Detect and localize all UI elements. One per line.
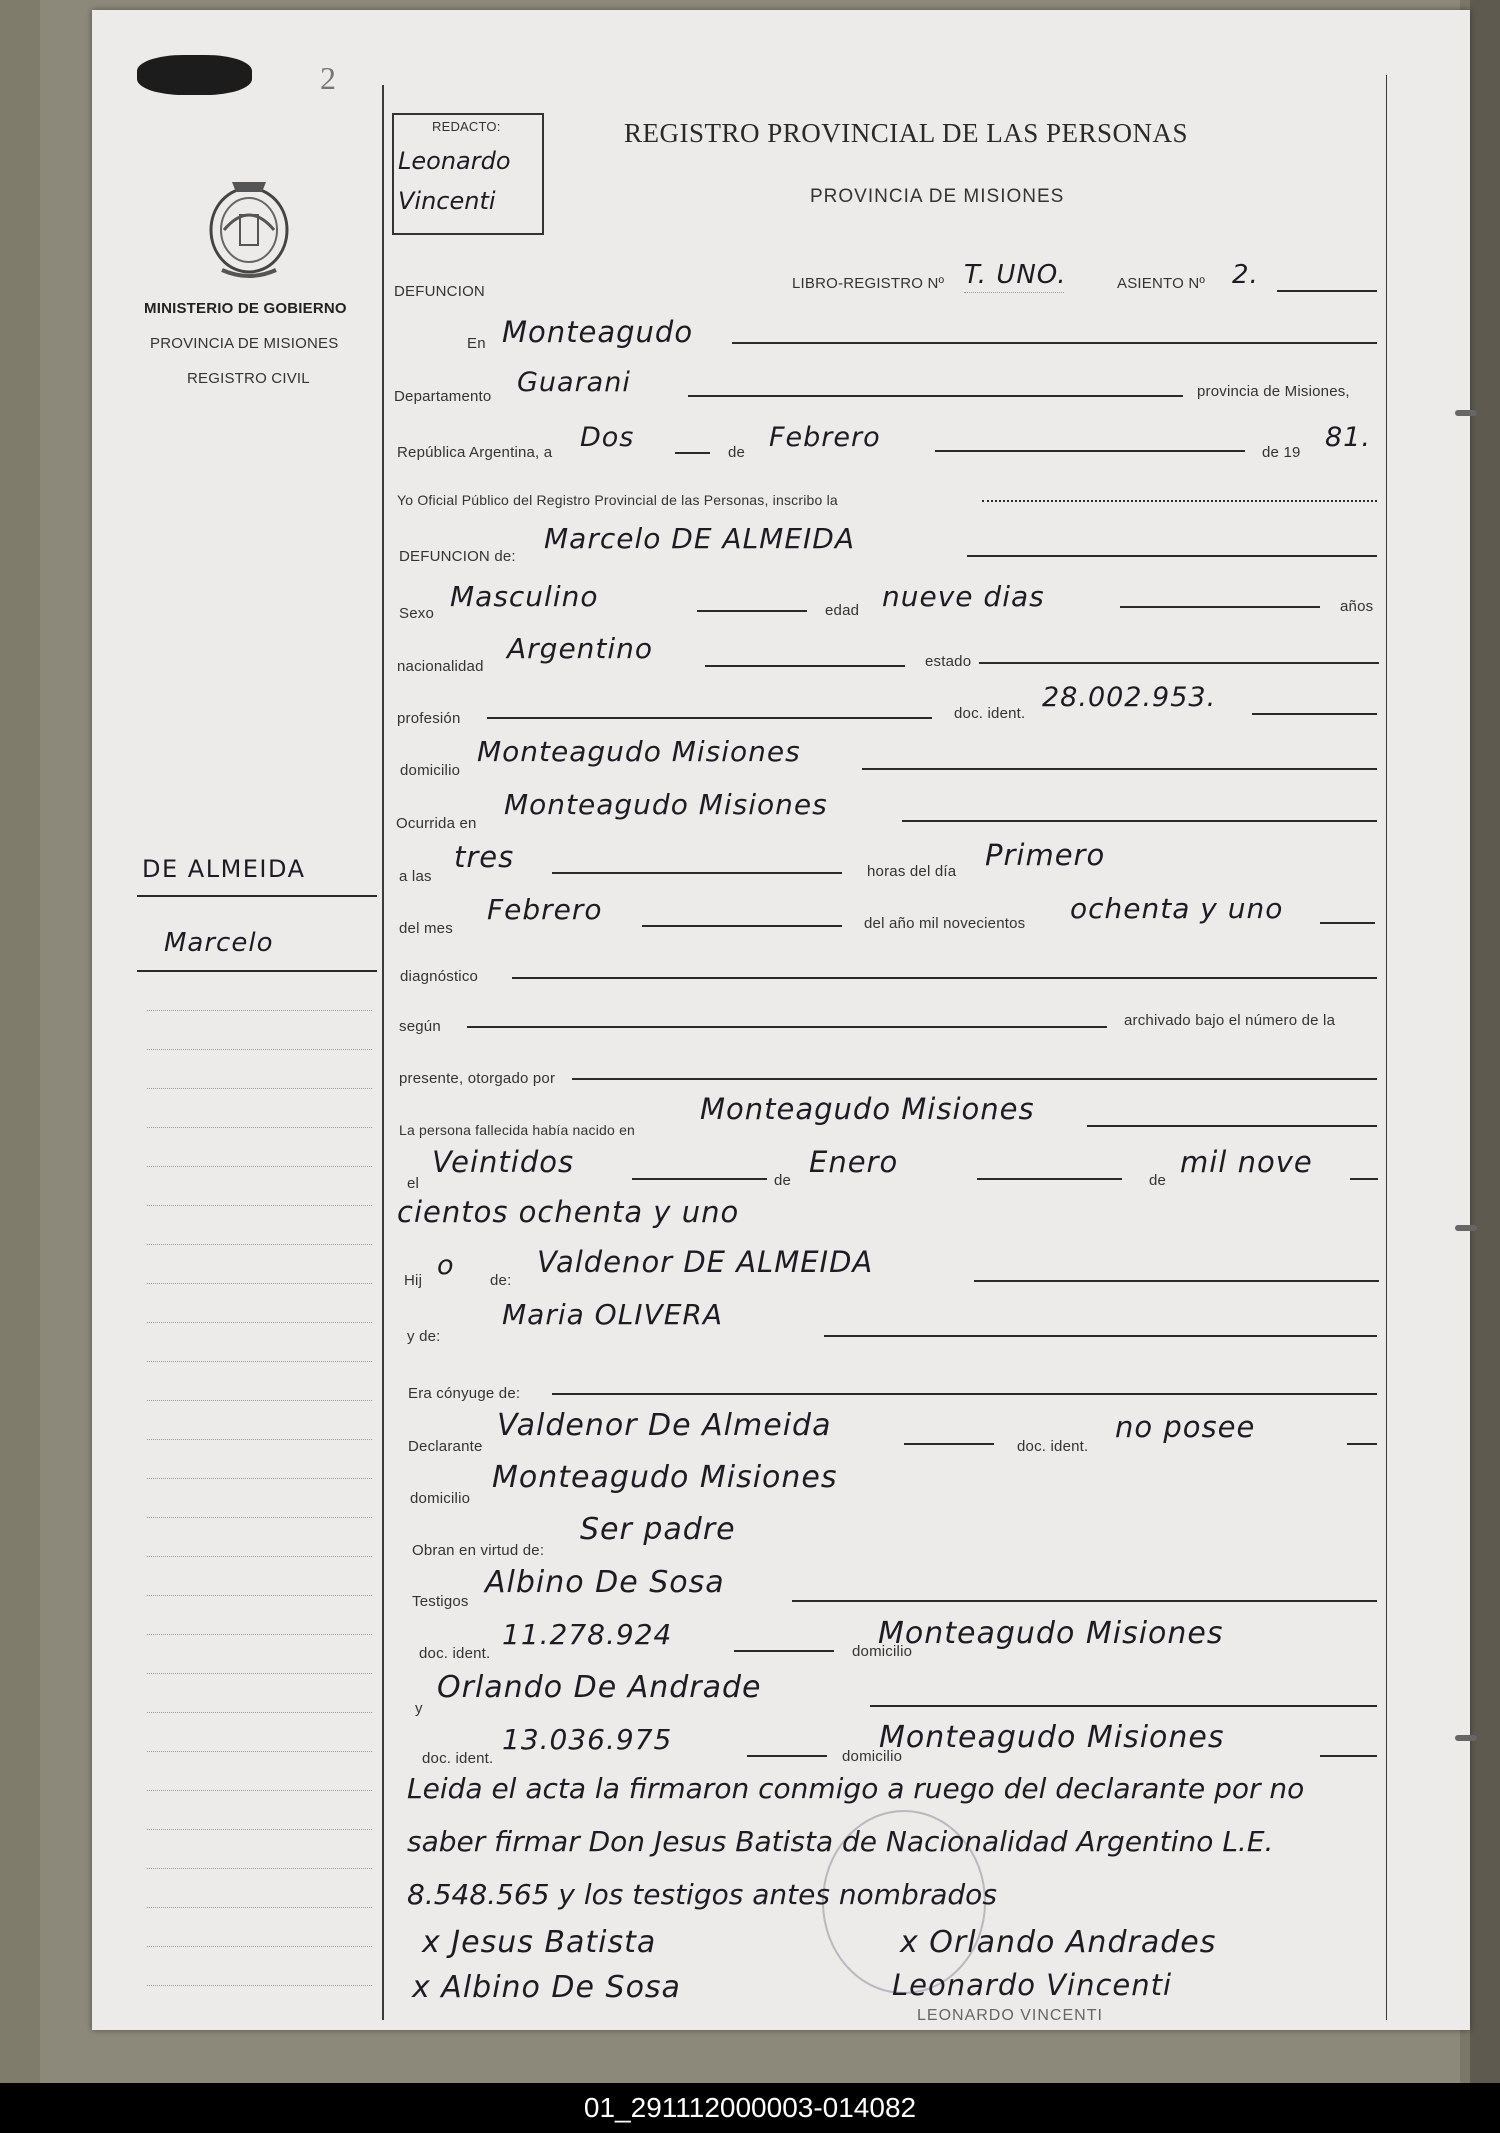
en-label: En (467, 335, 486, 352)
hij-value: o (437, 1250, 455, 1281)
margin-ruled-line (147, 1556, 372, 1557)
nacido-value: Monteagudo Misiones (700, 1092, 1035, 1126)
yo-oficial-line (982, 500, 1377, 502)
t1-doc-line (734, 1650, 834, 1652)
presente-line (572, 1078, 1377, 1080)
madre-value: Maria OLIVERA (502, 1298, 724, 1331)
domicilio-label: domicilio (400, 762, 461, 779)
doc-ident-value: 28.002.953. (1042, 682, 1217, 713)
hora-value: tres (454, 840, 515, 874)
padre-value: Valdenor DE ALMEIDA (537, 1245, 874, 1279)
mes-hecho-value: Febrero (487, 893, 603, 926)
horas-label: horas del día (867, 863, 957, 880)
a-las-label: a las (399, 868, 432, 885)
ministry-line-3: REGISTRO CIVIL (187, 370, 310, 387)
defuncion-label: DEFUNCION (394, 283, 485, 300)
profesion-label: profesión (397, 710, 461, 727)
binding-thread (1455, 410, 1477, 416)
page-number: 2 (320, 60, 336, 96)
del-anio-label: del año mil novecientos (864, 915, 1026, 932)
anio-hecho-value: ochenta y uno (1070, 892, 1284, 925)
y-de-label: y de: (407, 1328, 441, 1345)
ministry-line-2: PROVINCIA DE MISIONES (150, 335, 339, 352)
libro-value: T. UNO. (964, 260, 1067, 290)
presente-label: presente, otorgado por (399, 1070, 556, 1087)
margin-name-line (137, 970, 377, 972)
doc-ident-label: doc. ident. (954, 705, 1026, 722)
official-name-stamp: LEONARDO VINCENTI (917, 2007, 1103, 2024)
t2-dom-label: domicilio (842, 1748, 903, 1765)
edad-line (1120, 606, 1320, 608)
decl-domicilio-value: Monteagudo Misiones (492, 1460, 838, 1495)
nac-dia-value: Veintidos (432, 1145, 575, 1179)
testigo1-value: Albino De Sosa (485, 1565, 725, 1600)
header-title: REGISTRO PROVINCIAL DE LAS PERSONAS (624, 118, 1189, 148)
decl-doc-line (1347, 1443, 1377, 1445)
margin-ruled-line (147, 1790, 372, 1791)
binding-thread (1455, 1225, 1477, 1231)
hij-de-label: de: (490, 1272, 512, 1289)
defuncion-de-label: DEFUNCION de: (399, 548, 516, 565)
estado-line (979, 662, 1379, 664)
departamento-label: Departamento (394, 388, 492, 405)
profesion-line (487, 717, 932, 719)
redaction-mark (137, 55, 252, 95)
segun-line (467, 1026, 1107, 1028)
departamento-value: Guarani (517, 367, 631, 398)
nac-anio-line (1350, 1178, 1378, 1180)
nacionalidad-label: nacionalidad (397, 658, 484, 675)
register-page (92, 10, 1470, 2030)
nac-de-label: de (774, 1172, 792, 1189)
margin-ruled-line (147, 1244, 372, 1245)
redacto-signature: Leonardo Vincenti (398, 147, 511, 215)
margin-ruled-line (147, 1088, 372, 1089)
ocurrida-line (902, 820, 1377, 822)
texto-line-1: Leida el acta la firmaron conmigo a ruego del declarante por no (407, 1772, 1305, 1805)
dia-hecho-value: Primero (985, 838, 1106, 872)
margin-ruled-line (147, 1673, 372, 1674)
libro-dots (964, 292, 1064, 293)
t2-doc-line (747, 1755, 827, 1757)
dia-value: Dos (580, 422, 635, 453)
segun-label: según (399, 1018, 441, 1035)
signature-albino-de-sosa: x Albino De Sosa (412, 1970, 681, 2005)
conyuge-label: Era cónyuge de: (408, 1385, 521, 1402)
de19-label: de 19 (1262, 444, 1301, 461)
testigo2-value: Orlando De Andrade (437, 1670, 762, 1705)
nac-mes-value: Enero (809, 1145, 899, 1179)
margin-ruled-line (147, 1205, 372, 1206)
margin-ruled-line (147, 1166, 372, 1167)
ministry-line-1: MINISTERIO DE GOBIERNO (144, 300, 347, 317)
hij-label: Hij (404, 1272, 423, 1289)
nac-dia-line (632, 1178, 767, 1180)
margin-ruled-line (147, 1907, 372, 1908)
mes-value: Febrero (769, 422, 881, 453)
edad-label: edad (825, 602, 860, 619)
dia-line (675, 452, 710, 454)
asiento-line (1277, 290, 1377, 292)
margin-ruled-line (147, 1946, 372, 1947)
margin-ruled-line (147, 1595, 372, 1596)
nac-de2-label: de (1149, 1172, 1167, 1189)
margin-ruled-line (147, 1634, 372, 1635)
texto-line-3: 8.548.565 y los testigos antes nombrados (407, 1878, 997, 1911)
margin-ruled-line (147, 1751, 372, 1752)
nacido-label: La persona fallecida había nacido en (399, 1122, 636, 1138)
provincial-emblem-icon (202, 170, 297, 285)
margin-ruled-line (147, 1712, 372, 1713)
doc-ident-line (1252, 713, 1377, 715)
mes-line (935, 450, 1245, 452)
en-value: Monteagudo (502, 315, 694, 349)
nac-mes-line (977, 1178, 1122, 1180)
margin-ruled-line (147, 1439, 372, 1440)
difunto-value: Marcelo DE ALMEIDA (544, 522, 855, 555)
mes-hecho-line (642, 925, 842, 927)
anos-label: años (1340, 598, 1374, 615)
texto-line-2: saber firmar Don Jesus Batista de Nacionalidad Argentino L.E. (407, 1825, 1274, 1858)
margin-ruled-line (147, 1127, 372, 1128)
diagnostico-label: diagnóstico (400, 968, 479, 985)
sexo-value: Masculino (450, 580, 599, 613)
nacionalidad-line (705, 665, 905, 667)
decl-doc-label: doc. ident. (1017, 1438, 1089, 1455)
padre-line (974, 1280, 1379, 1282)
testigo2-line (870, 1705, 1377, 1707)
republica-label: República Argentina, a (397, 444, 553, 461)
margin-ruled-line (147, 1478, 372, 1479)
testigos-label: Testigos (412, 1593, 469, 1610)
left-column-rule (382, 85, 384, 2020)
nac-anio-cont: cientos ochenta y uno (397, 1195, 740, 1229)
redacto-box (392, 113, 544, 235)
declarante-label: Declarante (408, 1438, 483, 1455)
nacionalidad-value: Argentino (507, 632, 654, 665)
domicilio-line (862, 768, 1377, 770)
margin-ruled-line (147, 1322, 372, 1323)
t1-doc-value: 11.278.924 (502, 1618, 673, 1651)
decl-domicilio-label: domicilio (410, 1490, 471, 1507)
margin-ruled-line (147, 1361, 372, 1362)
margin-surname: DE ALMEIDA (142, 855, 306, 883)
en-line (732, 342, 1377, 344)
del-mes-label: del mes (399, 920, 453, 937)
nac-anio-value: mil nove (1180, 1145, 1313, 1179)
archivado-label: archivado bajo el número de la (1124, 1012, 1336, 1029)
right-column-rule (1386, 75, 1387, 2020)
t2-dom-line (1320, 1755, 1377, 1757)
conyuge-line (552, 1393, 1377, 1395)
asiento-value: 2. (1232, 260, 1259, 290)
image-caption: 01_291112000003-014082 (0, 2083, 1500, 2133)
nacido-line (1087, 1125, 1377, 1127)
asiento-label: ASIENTO Nº (1117, 275, 1206, 292)
de-label: de (728, 444, 746, 461)
signature-leonardo-vincenti: Leonardo Vincenti (892, 1968, 1173, 2002)
t1-dom-value: Monteagudo Misiones (878, 1616, 1224, 1651)
testigo1-line (792, 1600, 1377, 1602)
signature-orlando-andrades: x Orlando Andrades (900, 1925, 1217, 1960)
sexo-line (697, 610, 807, 612)
obran-label: Obran en virtud de: (412, 1542, 545, 1559)
hora-line (552, 872, 842, 874)
margin-ruled-line (147, 1400, 372, 1401)
edad-value: nueve dias (882, 580, 1045, 613)
el-label: el (407, 1175, 420, 1192)
t2-doc-value: 13.036.975 (502, 1723, 673, 1756)
decl-doc-value: no posee (1115, 1410, 1256, 1444)
sexo-label: Sexo (399, 605, 434, 622)
estado-label: estado (925, 653, 972, 670)
margin-ruled-line (147, 1985, 372, 1986)
margin-ruled-line (147, 1868, 372, 1869)
obran-value: Ser padre (580, 1512, 736, 1547)
provincia-label: provincia de Misiones, (1197, 383, 1350, 400)
ocurrida-label: Ocurrida en (396, 815, 477, 832)
binding-thread (1455, 1735, 1477, 1741)
declarante-line (904, 1443, 994, 1445)
ocurrida-value: Monteagudo Misiones (504, 788, 828, 821)
redacto-label: REDACTO: (432, 119, 501, 134)
margin-surname-line (137, 895, 377, 897)
t1-doc-label: doc. ident. (419, 1645, 491, 1662)
domicilio-value: Monteagudo Misiones (477, 735, 801, 768)
signature-jesus-batista: x Jesus Batista (422, 1925, 657, 1960)
t2-doc-label: doc. ident. (422, 1750, 494, 1767)
margin-ruled-line (147, 1010, 372, 1011)
anio-hecho-line (1320, 922, 1375, 924)
next-pages-edge (1470, 0, 1500, 2083)
margin-ruled-line (147, 1517, 372, 1518)
departamento-line (688, 395, 1183, 397)
y-label: y (415, 1700, 423, 1717)
margin-ruled-line (147, 1049, 372, 1050)
anio-value: 81. (1325, 422, 1371, 453)
t2-dom-value: Monteagudo Misiones (879, 1720, 1225, 1755)
difunto-line (967, 555, 1377, 557)
libro-label: LIBRO-REGISTRO Nº (792, 275, 945, 292)
header-subtitle: PROVINCIA DE MISIONES (810, 186, 1065, 207)
margin-ruled-line (147, 1283, 372, 1284)
diagnostico-line (512, 977, 1377, 979)
margin-ruled-line (147, 1829, 372, 1830)
t1-dom-label: domicilio (852, 1643, 913, 1660)
madre-line (824, 1335, 1377, 1337)
yo-oficial-label: Yo Oficial Público del Registro Provincial de las Personas, inscribo la (397, 492, 838, 508)
declarante-value: Valdenor De Almeida (497, 1408, 832, 1443)
margin-name: Marcelo (164, 928, 274, 958)
